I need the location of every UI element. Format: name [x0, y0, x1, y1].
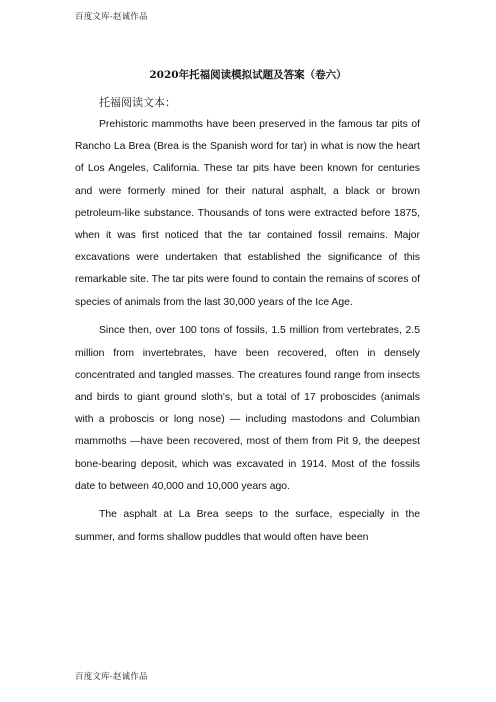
section-label: 托福阅读文本：	[99, 96, 176, 109]
paragraph: Prehistoric mammoths have been preserved in the famous tar pits of Rancho La Brea (Brea is the Spanish word for tar) in what is now the heart of Los Angeles, California. These tar pits have been known for centuries and were formerly mined for their natural asphalt, a black or brown petroleum-like substance. Thousands of tons were extracted before 1875, when it was first noticed that the tar contained fossil remains. Major excavations were undertaken that established the significance of this remarkable site. The tar pits were found to contain the remains of scores of species of animals from the last 30,000 years of the Ice Age.	[75, 119, 420, 308]
footer-note: 百度文库-赵诚作品	[75, 672, 148, 682]
header-note: 百度文库-赵诚作品	[75, 12, 148, 22]
paragraph: Since then, over 100 tons of fossils, 1.5 million from vertebrates, 2.5 million from invertebrates, have been recovered, often in densely concentrated and tangled masses. The creatures found range from insects and birds to giant ground sloth's, but a total of 17 proboscides (animals with a proboscis or long nose) — including mastodons and Columbian mammoths —have been recovered, most of them from Pit 9, the deepest bone-bearing deposit, which was excavated in 1914. Most of the fossils date to between 40,000 and 10,000 years ago.	[75, 325, 420, 492]
paragraph: The asphalt at La Brea seeps to the surface, especially in the summer, and forms shallow puddles that would often have been	[75, 509, 420, 543]
document-title: 2020年托福阅读模拟试题及答案（卷六）	[149, 69, 347, 81]
body-text	[75, 114, 420, 555]
